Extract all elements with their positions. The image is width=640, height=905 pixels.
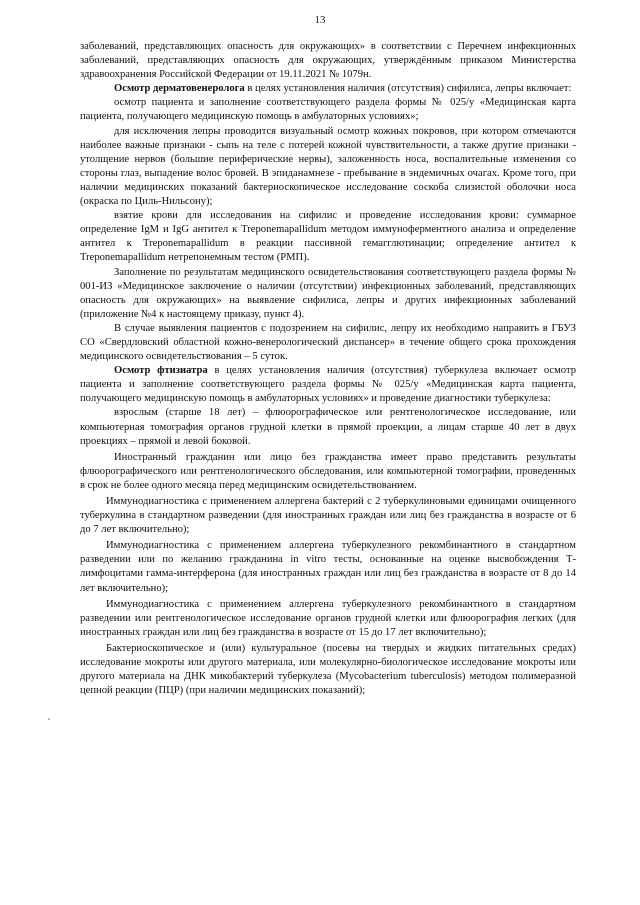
paragraph-text: В случае выявления пациентов с подозрением на сифилис, лепру их необходимо направить в ГБУЗ СО «Свердловский областной кожно-венерологический диспансер» в течение общего срока прохождения медицинского освидетельствования – 5 суток.: [80, 322, 576, 363]
paragraph-text: Иммунодиагностика с применением аллергена бактерий с 2 туберкулиновыми единицами очищенного туберкулина в стандартном разведении (для иностранных граждан или лиц без гражданства в возрасте от 6 до 7 лет включительно);: [80, 496, 576, 536]
paragraph-blood-test: [80, 209, 576, 265]
paragraph-form-001-iz: [80, 266, 576, 322]
paragraph-text: осмотр пациента и заполнение соответствующего раздела формы № 025/у «Медицинская карта пациента, получающего медицинскую помощь в амбулаторных условиях»;: [80, 97, 576, 123]
document-body: [80, 40, 576, 698]
paragraph-adults-imaging: [80, 406, 576, 448]
paragraph-intro-continued: [80, 40, 576, 82]
paragraph-text: в целях установления наличия (отсутствия) сифилиса, лепры включает:: [244, 83, 572, 95]
paragraph-immunodiagnostics-15-17: [80, 598, 576, 640]
paragraph-dermatovenerologist-exam: [80, 82, 576, 96]
paragraph-foreign-results: [80, 451, 576, 493]
paragraph-text: заболеваний, представляющих опасность для окружающих» в соответствии с Перечнем инфекционных заболеваний, представляющих опасность для окружающих, утверждённым приказом Министерства здравоохранения Российской Федерации от 19.11.2021 № 1079н.: [80, 41, 576, 81]
paragraph-patient-exam: [80, 96, 576, 124]
paragraph-leprosy-exclusion: [80, 125, 576, 210]
paragraph-text: Иностранный гражданин или лицо без гражданства имеет право представить результаты флюорографического или рентгенологического обследования, или компьютерной томографии, проведенных в срок не более одного месяца перед медицинским освидетельствованием.: [80, 451, 576, 491]
paragraph-text: Иммунодиагностика с применением аллергена туберкулезного рекомбинантного в стандартном разведении или рентгенологическое исследование органов грудной клетки или флюорография легких (для иностранных граждан или лиц без гражданства в возрасте от 15 до 17 лет включительно);: [80, 598, 576, 638]
paragraph-bacterioscopy: [80, 642, 576, 698]
paragraph-text: Иммунодиагностика с применением аллергена туберкулезного рекомбинантного в стандартном разведении или по желанию гражданина in vitro тесты, основанные на оценке высвобождения Т-лимфоцитами гамма-интерферона (для иностранных граждан или лиц без гражданства в возрасте от 8 до 14 лет включительно);: [80, 540, 576, 594]
section-heading-phthisiatrician: Осмотр фтизиатра: [114, 365, 208, 377]
paragraph-text: для исключения лепры проводится визуальный осмотр кожных покровов, при котором отмечаются наиболее важные признаки - сыпь на теле с потерей кожной чувствительности, а также другие признаки - утолщение нервов (большие периферические нервы), заложенность носа, воспалительные изменения со стороны глаз, выпадение волос бровей. В эпиданамнезе - пребывание в эндемичных очагах. Кроме того, при наличии медицинских показаний бактериоскопическое исследование соскоба слизистой оболочки носа (окраска по Циль-Нильсону);: [80, 125, 576, 208]
paragraph-phthisiatrician-exam: [80, 364, 576, 406]
paragraph-text: взятие крови для исследования на сифилис и проведение исследования крови: суммарное определение IgM и IgG антител к Treponemapallidum методом иммуноферментного анализа и определение антител к Treponemapallidum в реакции пассивной гемагглютинации; определение антител к Treponemapallidum нетрепонемным тестом (РМП).: [80, 210, 576, 264]
paragraph-text: Бактериоскопическое и (или) культуральное (посевы на твердых и жидких питательных средах) исследование мокроты или другого материала, или молекулярно-биологическое исследование мокроты или другого материала на ДНК микобактерий туберкулеза (Mycobacterium tuberculosis) методом полимеразной цепной реакции (ПЦР) (при наличии медицинских показаний);: [80, 642, 576, 697]
paragraph-text: Заполнение по результатам медицинского освидетельствования соответствующего раздела формы № 001-ИЗ «Медицинское заключение о наличии (отсутствии) инфекционных заболеваний, представляющих опасность для окружающих» на выявление сифилиса, лепры и других инфекционных заболеваний (приложение №4 к настоящему приказу, пункт 4).: [80, 266, 576, 320]
section-heading-dermatovenerologist: Осмотр дерматовенеролога: [114, 83, 245, 95]
page-number: 13: [314, 14, 326, 26]
paragraph-referral: [80, 322, 576, 364]
paragraph-text: в целях установления наличия (отсутствия) туберкулеза включает осмотр пациента и заполнение соответствующего раздела формы № 025/у «Медицинская карта пациента, получающего медицинскую помощь в амбулаторных условиях» и проведение диагностики туберкулеза:: [80, 365, 576, 405]
paragraph-text: взрослым (старше 18 лет) – флюорографическое или рентгенологическое исследование, или компьютерная томография органов грудной клетки в прямой проекции, а лицам старше 40 лет в двух проекциях – прямой и левой боковой.: [80, 407, 576, 447]
scan-dot: [48, 718, 50, 720]
paragraph-immunodiagnostics-6-7: [80, 495, 576, 537]
paragraph-immunodiagnostics-8-14: [80, 539, 576, 595]
